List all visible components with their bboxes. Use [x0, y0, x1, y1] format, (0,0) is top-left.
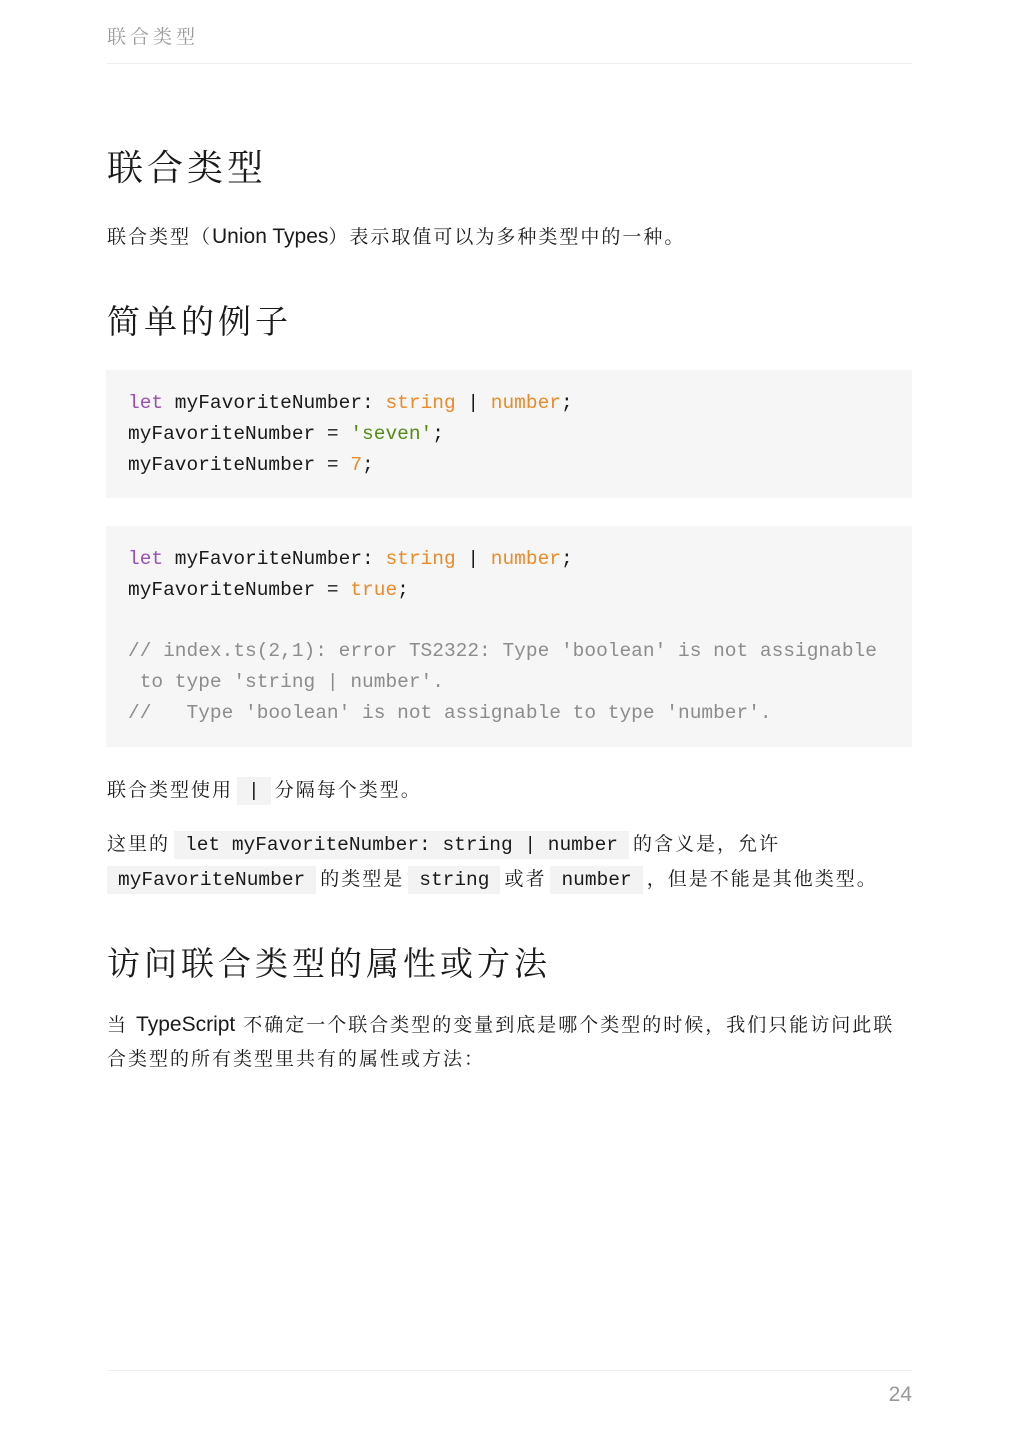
- code-line: [128, 698, 890, 729]
- intro-paragraph: [107, 220, 912, 254]
- inline-code-pipe: |: [237, 777, 271, 805]
- code-token: myFavoriteNumber:: [163, 548, 386, 570]
- inline-code-variable: myFavoriteNumber: [107, 866, 316, 894]
- access-text-after: 不确定一个联合类型的变量到底是哪个类型的时候，我们只能访问此联合类型的所有类型里共有的属性或方法：: [107, 1014, 895, 1070]
- code-token: ;: [397, 578, 409, 601]
- code-token: to type 'string | number'.: [128, 671, 444, 694]
- access-text-before: 当: [107, 1014, 137, 1036]
- code-token: ;: [561, 548, 573, 570]
- code-line: [128, 544, 890, 575]
- code-block-error: [106, 526, 912, 747]
- meaning-text-5: ，但是不能是其他类型。: [646, 868, 878, 890]
- code-line: [128, 419, 890, 450]
- separator-paragraph: [107, 773, 912, 808]
- code-line: [128, 606, 890, 637]
- access-paragraph: [107, 1008, 912, 1076]
- running-header: 联合类型: [107, 26, 200, 48]
- meaning-text-2: 的含义是，允许: [633, 833, 781, 855]
- footer-divider: [107, 1370, 912, 1371]
- code-token: string: [385, 392, 456, 414]
- code-token: let: [128, 548, 164, 570]
- code-token: ;: [561, 392, 573, 414]
- code-line: [128, 636, 890, 667]
- code-token: myFavoriteNumber:: [163, 392, 386, 414]
- code-token: |: [455, 548, 491, 570]
- separator-text-before: 联合类型使用: [107, 779, 234, 801]
- code-block-valid: [106, 370, 912, 498]
- intro-text-before: 联合类型（: [107, 226, 213, 248]
- meaning-text-3: 的类型是: [320, 868, 405, 890]
- code-line: [128, 388, 890, 419]
- code-token: myFavoriteNumber =: [128, 578, 351, 601]
- header-divider: [107, 63, 912, 64]
- inline-code-declaration: let myFavoriteNumber: string | number: [174, 831, 629, 859]
- code-token: true: [350, 578, 398, 601]
- code-token: 7: [350, 453, 363, 476]
- code-line: [128, 575, 890, 606]
- section-heading-simple-example: 简单的例子: [107, 302, 292, 341]
- code-token: let: [128, 392, 164, 414]
- intro-term: Union Types: [212, 225, 329, 248]
- code-line: [128, 450, 890, 481]
- access-term: TypeScript: [136, 1013, 236, 1036]
- code-line: [128, 667, 890, 698]
- intro-text-after: ）表示取值可以为多种类型中的一种。: [328, 226, 686, 248]
- code-token: ;: [362, 453, 374, 476]
- code-token: ;: [432, 422, 444, 445]
- code-token: // Type 'boolean' is not assignable to type 'number'.: [128, 701, 772, 724]
- meaning-text-4: 或者: [504, 868, 547, 890]
- section-heading-access-members: 访问联合类型的属性或方法: [107, 944, 551, 983]
- code-token: number: [490, 392, 561, 414]
- code-token: string: [385, 548, 456, 570]
- inline-code-number: number: [550, 866, 642, 894]
- code-token: 'seven': [350, 422, 433, 445]
- code-token: myFavoriteNumber =: [128, 453, 351, 476]
- page-title: 联合类型: [107, 148, 268, 189]
- page-number: 24: [888, 1383, 912, 1406]
- meaning-paragraph: [107, 827, 912, 897]
- code-token: number: [490, 548, 561, 570]
- separator-text-after: 分隔每个类型。: [274, 779, 422, 801]
- code-token: |: [455, 392, 491, 414]
- meaning-text-1: 这里的: [107, 833, 171, 855]
- code-token: // index.ts(2,1): error TS2322: Type 'boolean' is not assignable: [128, 640, 877, 663]
- inline-code-string: string: [408, 866, 500, 894]
- code-token: myFavoriteNumber =: [128, 422, 351, 445]
